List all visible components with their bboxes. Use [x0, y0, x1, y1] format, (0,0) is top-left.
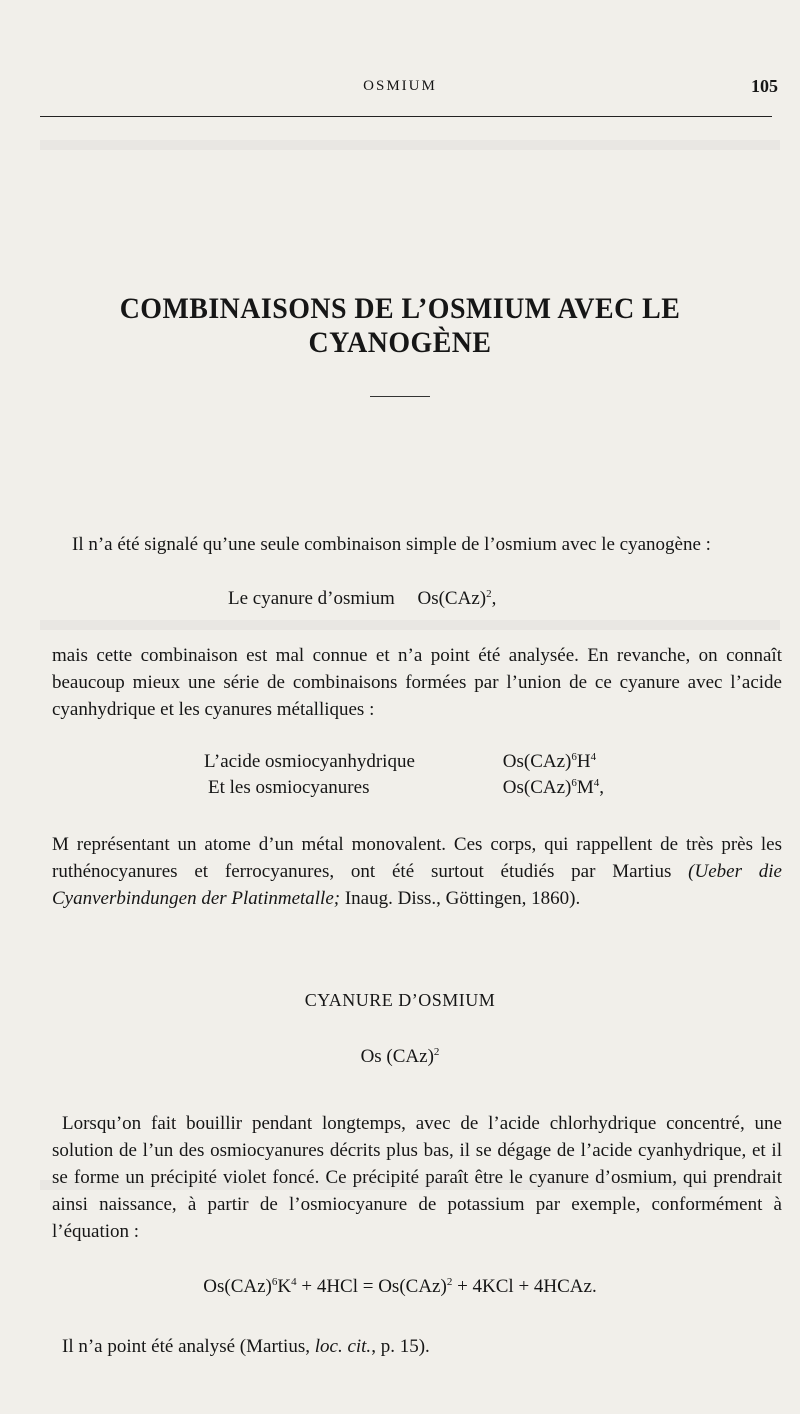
bleed-through-shade: [40, 140, 780, 150]
section-heading: CYANURE D’OSMIUM: [304, 990, 496, 1010]
citation-abbrev: loc. cit.: [314, 1336, 372, 1357]
formula-part: H: [576, 751, 591, 772]
sels-formula: [503, 777, 604, 799]
page-number: 105: [751, 76, 778, 96]
formula-sup: 6: [571, 777, 577, 789]
formula-part: Os(CAz): [417, 588, 487, 609]
acide-line: [204, 751, 596, 773]
formula-part: M: [576, 777, 594, 798]
intro-paragraph-2: mais cette combinaison est mal connue et n’a point été analysée. En revanche, on connaît beaucoup mieux une série de combinaisons formées par l’union de ce cyanure avec l’acide cyanhydrique et les cyanures métalliques :: [52, 645, 782, 720]
formula-part: ,: [599, 777, 605, 798]
formula-part: Os(CAz): [502, 777, 572, 798]
chapter-title: COMBINAISONS DE L’OSMIUM AVEC LE CYANOGÈNE: [119, 292, 681, 359]
cyanure-line: [228, 588, 496, 610]
paragraph-text: Il n’a point été analysé (Martius,: [62, 1336, 315, 1357]
title-divider: [370, 396, 430, 397]
section-paragraph-2: [52, 1333, 782, 1360]
formula-sup: 4: [593, 777, 600, 789]
sels-line: [208, 777, 604, 799]
sels-label: Et les osmiocyanures: [208, 777, 370, 798]
header-rule: [40, 116, 772, 117]
formula-part: K: [277, 1276, 292, 1297]
formula-sup: 2: [486, 588, 492, 600]
formula-part: Os(CAz): [203, 1276, 272, 1297]
cyanure-label: Le cyanure d’osmium: [228, 588, 395, 609]
running-head: [0, 78, 800, 102]
intro-paragraph-1: Il n’a été signalé qu’une seule combinaison simple de l’osmium avec le cyanogène :: [72, 534, 711, 555]
formula-part: Os(CAz): [502, 751, 572, 772]
cyanure-formula: [417, 588, 496, 610]
acide-formula: [503, 751, 596, 773]
formula-part: + 4KCl + 4HCAz.: [452, 1276, 597, 1297]
formula-part: + 4HCl = Os(CAz): [296, 1276, 447, 1297]
formula-sup: 6: [571, 751, 577, 763]
running-title: OSMIUM: [363, 78, 437, 94]
paragraph-text: , p. 15).: [371, 1336, 430, 1357]
citation-title: (Ueber die Cyanverbindungen der Platinmetalle;: [52, 861, 782, 909]
section-formula: [0, 1046, 800, 1068]
intro-paragraph-3: [52, 831, 782, 912]
equation: [0, 1276, 800, 1298]
acide-label: L’acide osmiocyanhydrique: [204, 751, 415, 772]
paragraph-text: Inaug. Diss., Göttingen, 1860).: [340, 888, 581, 909]
formula-sup: 4: [291, 1276, 297, 1288]
formula-part: ,: [491, 588, 497, 609]
formula-part: Os (CAz): [360, 1046, 434, 1067]
section-paragraph-1: Lorsqu’on fait bouillir pendant longtemps, avec de l’acide chlorhydrique concentré, une solution de l’un des osmiocyanures décrits plus bas, il se dégage de l’acide cyanhydrique, et il se forme un précipité violet foncé. Ce précipité paraît être le cyanure d’osmium, qui prendrait ainsi naissance, à partir de l’osmiocyanure de potassium par exemple, conformément à l’équation :: [52, 1113, 782, 1242]
formula-sup: 2: [433, 1046, 440, 1058]
bleed-through-shade: [40, 620, 780, 630]
paragraph-text: M représentant un atome d’un métal monovalent. Ces corps, qui rappellent de très près les ruthénocyanures et ferrocyanures, ont été surtout étudiés par Martius: [52, 834, 782, 882]
formula-sup: 6: [271, 1276, 278, 1288]
formula-sup: 2: [446, 1276, 453, 1288]
formula-sup: 4: [590, 751, 597, 763]
